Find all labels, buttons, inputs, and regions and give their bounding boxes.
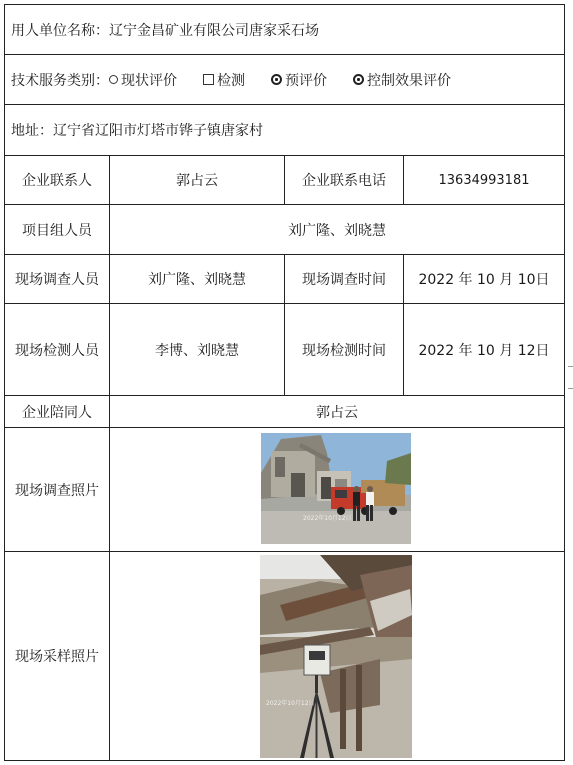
contact-phone-value: 13634993181 (403, 155, 565, 205)
address-value: 辽宁省辽阳市灯塔市铧子镇唐家村 (53, 123, 263, 139)
sample-photo (260, 555, 412, 758)
contact-phone-label: 企业联系电话 (284, 155, 404, 205)
option-testing[interactable] (203, 70, 245, 90)
survey-photo (261, 433, 411, 544)
test-people-value: 李博、刘晓慧 (109, 303, 285, 396)
project-team-value: 刘广隆、刘晓慧 (109, 204, 565, 255)
option-label: 预评价 (285, 72, 327, 89)
test-time-label: 现场检测时间 (284, 303, 404, 396)
survey-photo-image (261, 433, 411, 544)
test-people-label: 现场检测人员 (4, 303, 110, 396)
page-edge-mark (568, 366, 573, 367)
sample-photo-stamp: 2022年10月12日 (266, 700, 315, 707)
escort-label: 企业陪同人 (4, 395, 110, 428)
survey-people-value: 刘广隆、刘晓慧 (109, 254, 285, 304)
escort-value: 郭占云 (109, 395, 565, 428)
sample-photo-image (260, 555, 412, 758)
org-label: 用人单位名称： (11, 22, 109, 39)
survey-photo-stamp: 2022年10月12日 (303, 515, 352, 522)
radio-checked-icon (271, 74, 282, 85)
org-row (4, 4, 565, 55)
option-label: 现状评价 (121, 72, 177, 89)
address-row (4, 104, 565, 156)
contact-person-value: 郭占云 (109, 155, 285, 205)
option-label: 检测 (217, 72, 245, 89)
option-label: 控制效果评价 (367, 72, 451, 89)
page-edge-mark (568, 388, 573, 389)
survey-photo-label: 现场调查照片 (4, 427, 110, 552)
option-control-effect-evaluation[interactable] (353, 70, 451, 90)
option-status-evaluation[interactable] (109, 70, 177, 90)
contact-person-label: 企业联系人 (4, 155, 110, 205)
address-label: 地址： (11, 123, 53, 139)
radio-unchecked-icon (109, 75, 118, 84)
option-pre-evaluation[interactable] (271, 70, 327, 90)
org-value: 辽宁金昌矿业有限公司唐家采石场 (109, 22, 319, 39)
survey-time-label: 现场调查时间 (284, 254, 404, 304)
service-type-row (4, 54, 565, 105)
radio-checked-icon (353, 74, 364, 85)
test-time-value: 2022 年 10 月 12日 (403, 303, 565, 396)
survey-time-value: 2022 年 10 月 10日 (403, 254, 565, 304)
sample-photo-label: 现场采样照片 (4, 551, 110, 761)
survey-people-label: 现场调查人员 (4, 254, 110, 304)
project-team-label: 项目组人员 (4, 204, 110, 255)
checkbox-unchecked-icon (203, 74, 214, 85)
service-type-label: 技术服务类别： (11, 72, 109, 89)
